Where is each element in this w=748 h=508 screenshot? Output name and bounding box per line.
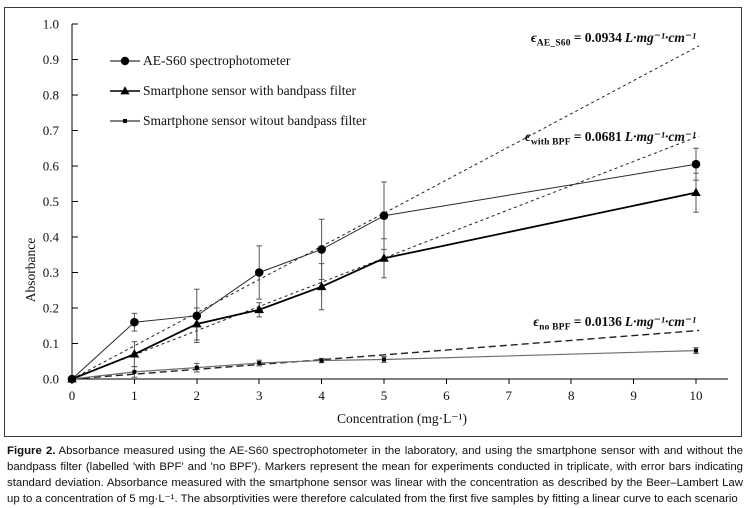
annotation-units: L·mg⁻¹·cm⁻¹: [624, 314, 696, 329]
svg-text:9: 9: [630, 388, 637, 403]
annotation-epsilon-with-bpf: [525, 129, 696, 148]
legend-label: Smartphone sensor with bandpass filter: [143, 83, 356, 98]
svg-text:10: 10: [689, 388, 703, 403]
annotation-epsilon-no-bpf: [533, 314, 696, 333]
svg-text:4: 4: [318, 388, 325, 403]
svg-text:1.0: 1.0: [42, 16, 59, 32]
svg-text:8: 8: [567, 388, 575, 403]
y-axis-title: Absorbance: [23, 237, 38, 303]
legend-item-with-bpf: [109, 82, 366, 100]
annotation-epsilon-ae-s60: [531, 30, 696, 49]
legend: [109, 52, 366, 130]
x-axis-title: Concentration (mg·L⁻¹): [336, 411, 468, 426]
epsilon-symbol: ϵ: [530, 30, 537, 45]
legend-item-no-bpf: [109, 112, 366, 130]
figure-caption: [7, 443, 743, 507]
epsilon-symbol: ϵ: [525, 129, 531, 144]
svg-text:1: 1: [131, 388, 138, 403]
legend-item-ae-s60: [109, 52, 366, 70]
figure-caption-text: Absorbance measured using the AE-S60 spectrophotometer in the laboratory, and using the smartphone sensor with and without the bandpass filter (labelled 'with BPF' and 'no BPF'). Markers represent the mean for experiments conducted in triplicate, with error bars indicating standard deviation. Absorbance measured with the smartphone sensor was linear with the concentration as described by the Beer–Lambert Law up to a concentration of 5 mg·L⁻¹. The absorptivities were therefore calculated from the first five samples by fitting a linear curve to each scenario: [7, 445, 743, 505]
svg-text:7: 7: [505, 388, 513, 403]
svg-text:0.1: 0.1: [42, 336, 59, 351]
svg-text:0: 0: [68, 388, 76, 403]
legend-label: AE-S60 spectrophotometer: [143, 53, 291, 68]
legend-label: Smartphone sensor witout bandpass filter: [143, 113, 367, 128]
annotation-value: = 0.0934: [573, 30, 622, 45]
svg-text:0.2: 0.2: [42, 300, 59, 316]
svg-text:0.8: 0.8: [42, 87, 59, 103]
svg-text:0.9: 0.9: [42, 52, 59, 67]
svg-text:0.5: 0.5: [42, 194, 59, 209]
svg-text:0.0: 0.0: [42, 371, 59, 387]
annotation-units: L·mg⁻¹·cm⁻¹: [624, 30, 696, 45]
annotation-units: L·mg⁻¹·cm⁻¹: [624, 129, 696, 144]
triangle-marker-icon: [109, 85, 141, 97]
figure-caption-label: Figure 2.: [7, 445, 56, 457]
circle-marker-icon: [109, 55, 141, 67]
svg-text:3: 3: [255, 388, 263, 403]
dot-marker-icon: [109, 115, 141, 127]
annotation-subscript: no BPF: [539, 322, 571, 333]
chart-area: [4, 7, 742, 437]
svg-text:2: 2: [193, 388, 201, 403]
annotation-value: = 0.0136: [573, 314, 622, 329]
svg-text:6: 6: [443, 388, 450, 403]
annotation-subscript: AE_S60: [536, 38, 571, 49]
svg-text:0.6: 0.6: [42, 158, 59, 174]
epsilon-symbol: ϵ: [533, 314, 540, 329]
annotation-subscript: with BPF: [530, 137, 571, 148]
annotation-value: = 0.0681: [573, 129, 622, 144]
svg-text:0.7: 0.7: [42, 123, 59, 138]
svg-text:0.4: 0.4: [42, 229, 59, 245]
svg-text:0.3: 0.3: [42, 265, 59, 280]
svg-text:5: 5: [380, 388, 388, 403]
